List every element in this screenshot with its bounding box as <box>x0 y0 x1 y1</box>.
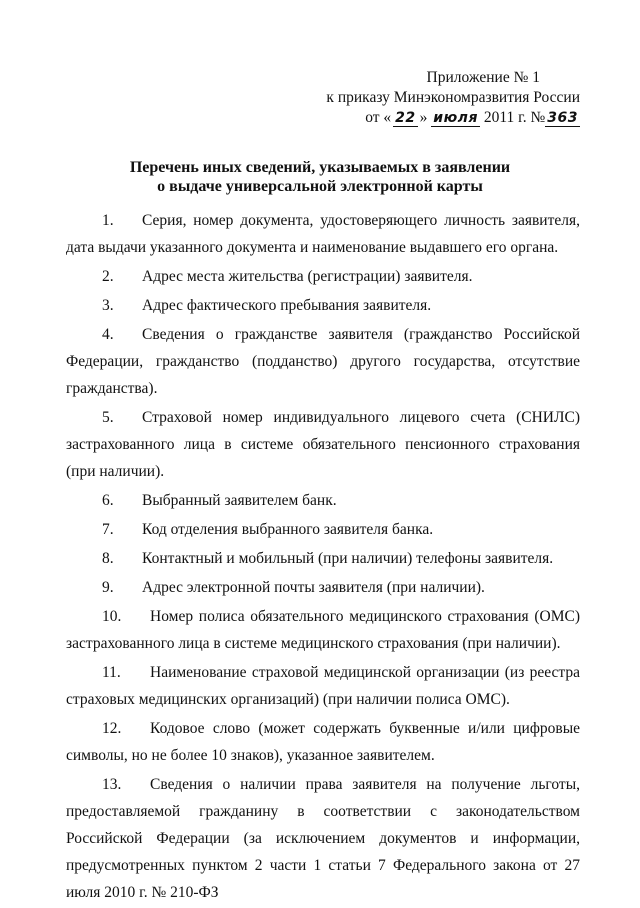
list-item <box>66 404 580 485</box>
information-list <box>66 207 580 908</box>
document-title <box>0 158 640 196</box>
item-number: 10. <box>102 608 122 625</box>
item-number: 8. <box>102 550 114 567</box>
handwritten-order-number: 363 <box>547 110 578 126</box>
list-item <box>66 603 580 657</box>
appendix-header <box>320 68 580 128</box>
list-item <box>66 292 580 319</box>
appendix-title: Приложение № 1 <box>426 69 540 86</box>
item-number: 9. <box>102 579 114 596</box>
item-text: Выбранный заявителем банк. <box>142 492 337 509</box>
item-text: Адрес места жительства (регистрации) заявителя. <box>142 268 473 285</box>
item-text: Сведения о гражданстве заявителя (гражданство Российской Федерации, гражданство (подданство) другого государства, отсутствие гражданства). <box>66 326 580 397</box>
item-number: 13. <box>102 776 122 793</box>
list-item <box>66 516 580 543</box>
handwritten-month: июля <box>433 110 478 126</box>
item-text: Сведения о наличии права заявителя на получение льготы, предоставляемой гражданину в соответствии с законодательством Российской Федерации (за исключением документов и информации, предусмотренных пунктом 2 части 1 статьи 7 Федерального закона от 27 июля 2010 г. № 210-ФЗ <box>66 776 580 901</box>
item-text: Кодовое слово (может содержать буквенные и/или цифровые символы, но не более 10 знаков), указанное заявителем. <box>66 720 580 764</box>
list-item <box>66 207 580 261</box>
date-mid: » <box>419 109 428 126</box>
title-line-2: о выдаче универсальной электронной карты <box>157 178 483 195</box>
item-number: 7. <box>102 521 114 538</box>
item-text: Наименование страховой медицинской организации (из реестра страховых медицинских организаций) (при наличии полиса ОМС). <box>66 664 580 708</box>
item-number: 3. <box>102 297 114 314</box>
item-number: 1. <box>102 212 114 229</box>
order-reference: к приказу Минэкономразвития России <box>326 89 580 106</box>
list-item <box>66 487 580 514</box>
list-item <box>66 263 580 290</box>
item-text: Контактный и мобильный (при наличии) телефоны заявителя. <box>142 550 554 567</box>
list-item <box>66 574 580 601</box>
title-line-1: Перечень иных сведений, указываемых в заявлении <box>129 159 511 176</box>
year-text: 2011 г. № <box>483 109 546 126</box>
item-text: Код отделения выбранного заявителя банка. <box>142 521 434 538</box>
date-prefix: от « <box>365 109 392 126</box>
item-number: 11. <box>102 664 121 681</box>
item-text: Адрес фактического пребывания заявителя. <box>142 297 432 314</box>
item-number: 12. <box>102 720 122 737</box>
item-number: 5. <box>102 409 114 426</box>
item-number: 2. <box>102 268 114 285</box>
item-number: 6. <box>102 492 114 509</box>
list-item <box>66 771 580 906</box>
item-text: Страховой номер индивидуального лицевого счета (СНИЛС) застрахованного лица в системе обязательного пенсионного страхования (при наличии). <box>66 409 580 480</box>
list-item <box>66 715 580 769</box>
item-text: Номер полиса обязательного медицинского страхования (ОМС) застрахованного лица в системе медицинского страхования (при наличии). <box>66 608 580 652</box>
handwritten-day: 22 <box>395 110 416 126</box>
item-text: Серия, номер документа, удостоверяющего личность заявителя, дата выдачи указанного документа и наименование выдавшего его органа. <box>66 212 580 256</box>
list-item <box>66 659 580 713</box>
list-item <box>66 321 580 402</box>
order-date-number <box>320 108 580 128</box>
list-item <box>66 545 580 572</box>
item-number: 4. <box>102 326 114 343</box>
item-text: Адрес электронной почты заявителя (при наличии). <box>142 579 485 596</box>
